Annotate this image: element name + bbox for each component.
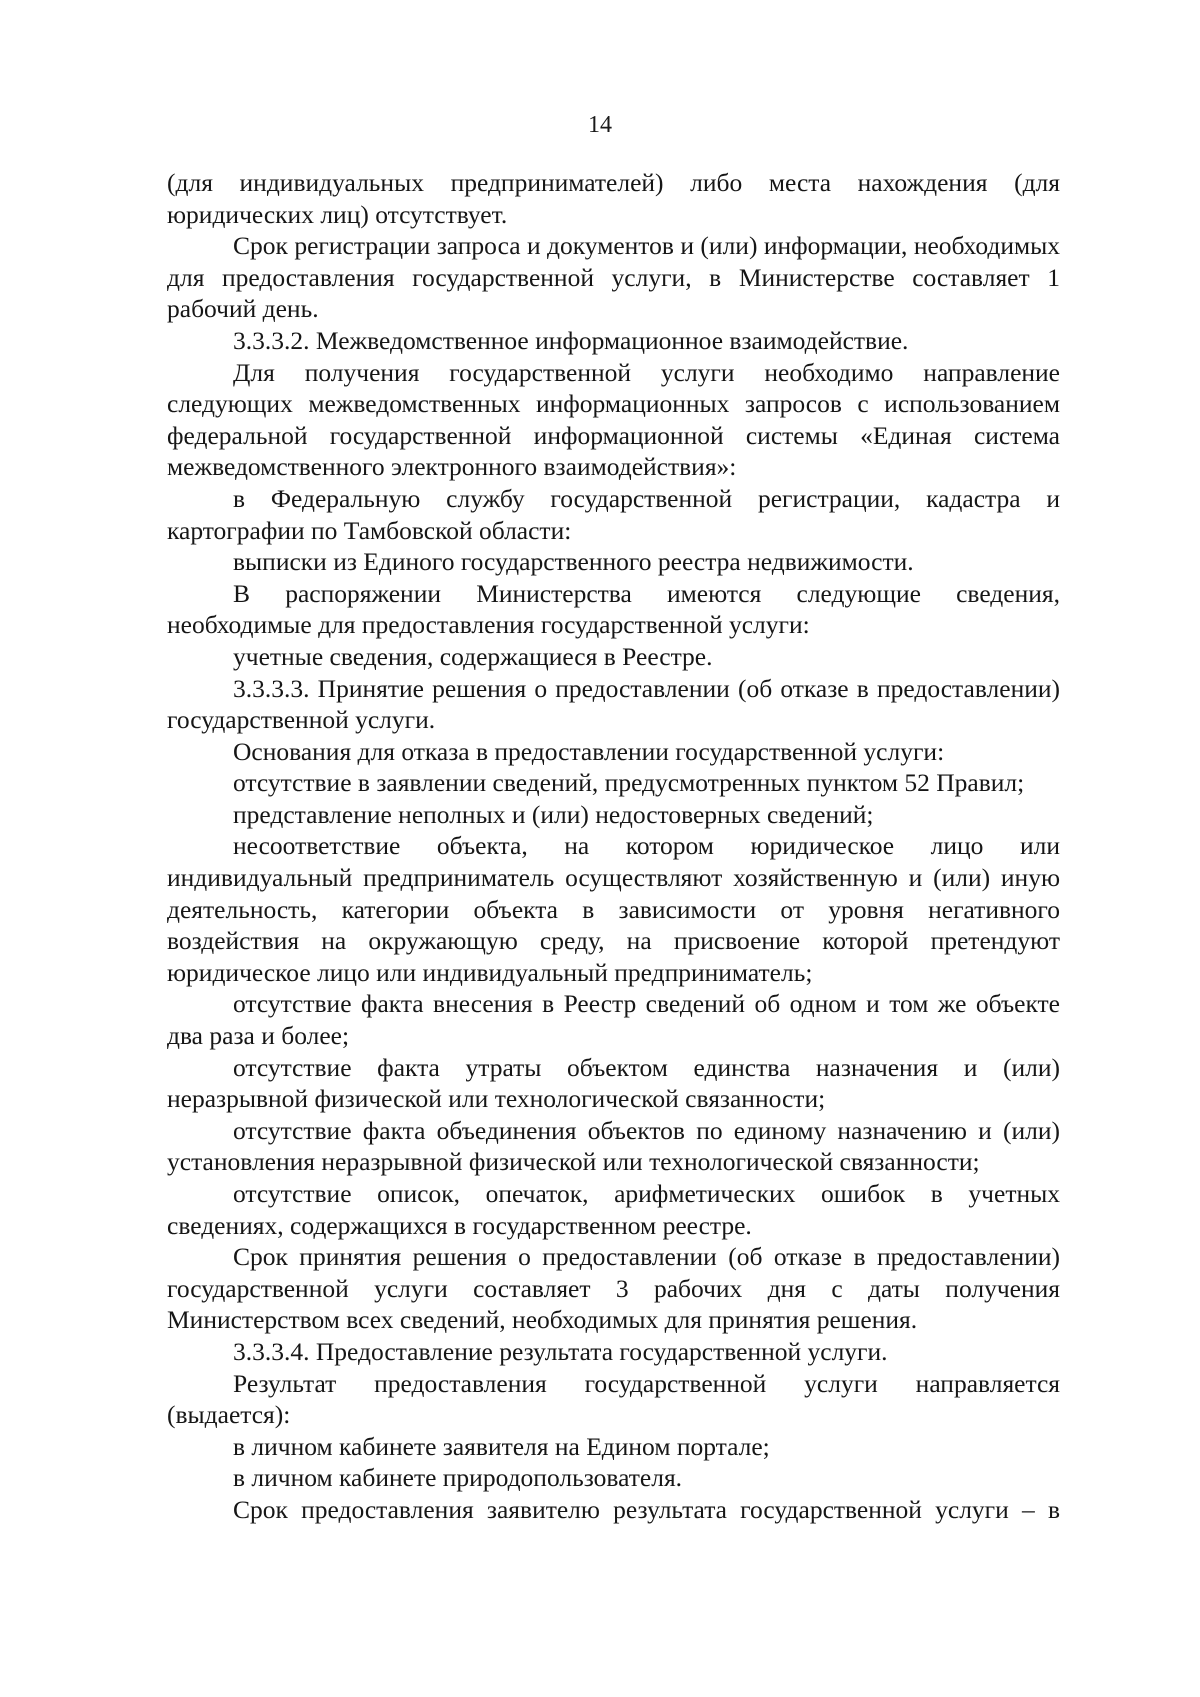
paragraph: отсутствие факта утраты объектом единства назначения и (или) неразрывной физической или технологической связанности;: [167, 1052, 1060, 1114]
paragraph: отсутствие описок, опечаток, арифметических ошибок в учетных сведениях, содержащихся в государственном реестре.: [167, 1179, 1060, 1240]
paragraph: представление неполных и (или) недостоверных сведений;: [233, 799, 874, 829]
paragraph: выписки из Единого государственного реестра недвижимости.: [233, 547, 914, 577]
paragraph: (для индивидуальных предпринимателей) либо места нахождения (для юридических лиц) отсутствует.: [167, 168, 1060, 229]
paragraph: Срок регистрации запроса и документов и (или) информации, необходимых для предоставления государственной услуги, в Министерстве составляет 1 рабочий день.: [167, 231, 1060, 324]
paragraph: несоответствие объекта, на котором юридическое лицо или индивидуальный предприниматель осуществляют хозяйственную и (или) иную деятельность, категории объекта в зависимости от уровня негативного воздействия на окружающую среду, на присвоение которой претендуют юридическое лицо или индивидуальный предприниматель;: [167, 831, 1060, 987]
page-number: 14: [588, 112, 612, 138]
paragraph: Основания для отказа в предоставлении государственной услуги:: [233, 736, 945, 766]
document-body: [167, 167, 1060, 1526]
paragraph: в личном кабинете природопользователя.: [233, 1463, 683, 1493]
paragraph: отсутствие факта объединения объектов по единому назначению и (или) установления неразрывной физической или технологической связанности;: [167, 1115, 1060, 1177]
paragraph: Срок предоставления заявителю результата государственной услуги – в: [233, 1494, 1060, 1524]
paragraph: Для получения государственной услуги необходимо направление следующих межведомственных информационных запросов с использованием федеральной государственной информационной системы «Единая система межведомственного электронного взаимодействия»:: [167, 357, 1060, 482]
paragraph: 3.3.3.3. Принятие решения о предоставлении (об отказе в предоставлении) государственной услуги.: [167, 673, 1060, 735]
paragraph: в личном кабинете заявителя на Едином портале;: [233, 1431, 770, 1461]
paragraph: учетные сведения, содержащиеся в Реестре.: [233, 641, 713, 671]
paragraph: Срок принятия решения о предоставлении (об отказе в предоставлении) государственной услуги составляет 3 рабочих дня с даты получения Министерством всех сведений, необходимых для принятия решения.: [167, 1242, 1060, 1335]
paragraph: Результат предоставления государственной услуги направляется (выдается):: [167, 1368, 1060, 1430]
paragraph: В распоряжении Министерства имеются следующие сведения, необходимые для предоставления государственной услуги:: [167, 578, 1060, 640]
paragraph: отсутствие факта внесения в Реестр сведений об одном и том же объекте два раза и более;: [167, 989, 1060, 1051]
paragraph: 3.3.3.2. Межведомственное информационное взаимодействие.: [233, 325, 909, 355]
paragraph: 3.3.3.4. Предоставление результата государственной услуги.: [233, 1336, 888, 1366]
paragraph: отсутствие в заявлении сведений, предусмотренных пунктом 52 Правил;: [233, 768, 1025, 798]
paragraph: в Федеральную службу государственной регистрации, кадастра и картографии по Тамбовской области:: [167, 483, 1060, 545]
